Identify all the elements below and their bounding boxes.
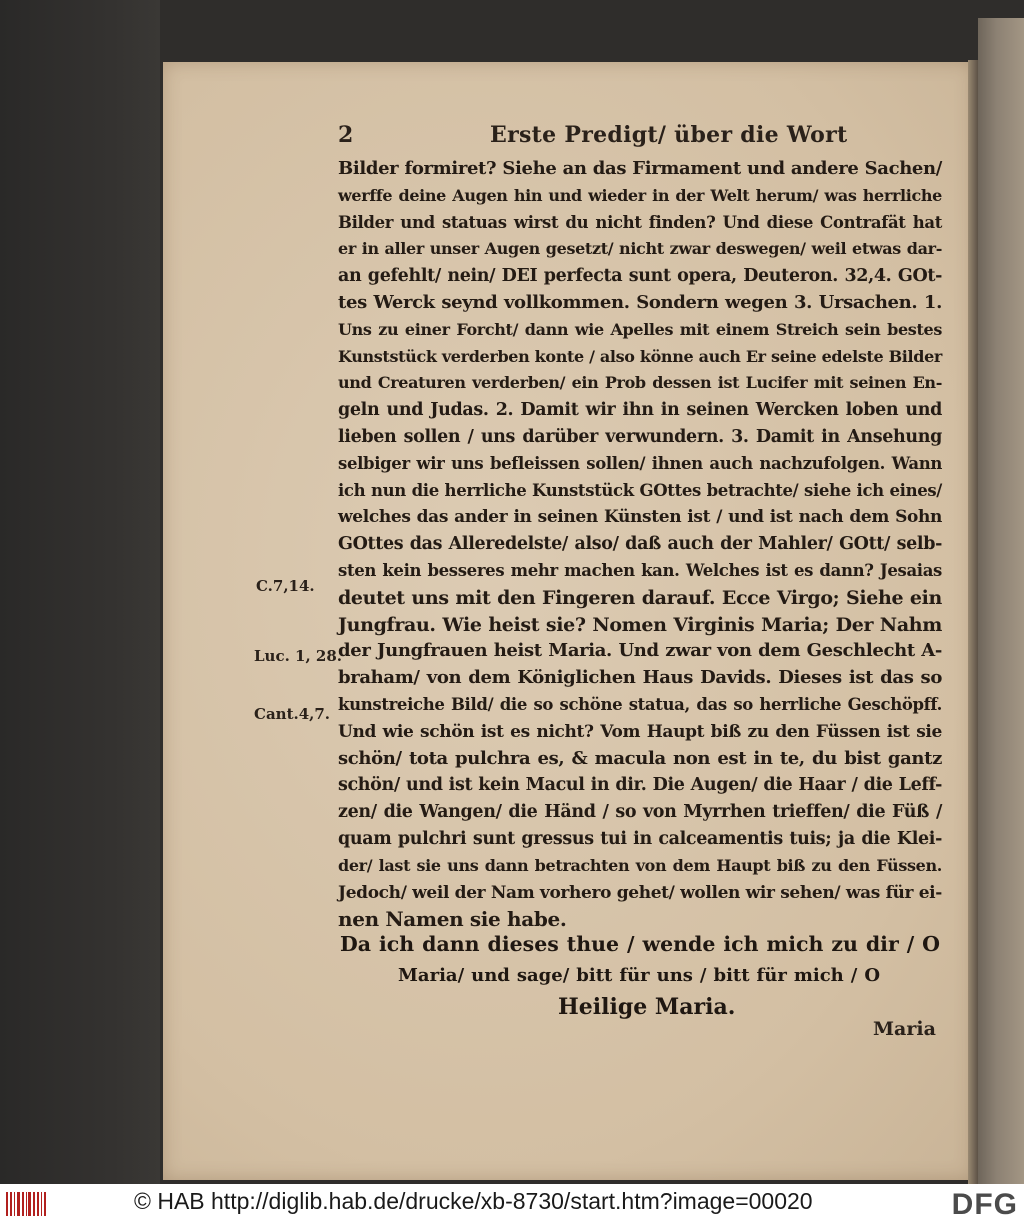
margin-note-canticles: Cant.4,7. bbox=[254, 705, 331, 723]
body-line: er in aller unser Augen gesetzt/ nicht zwar deswegen/ weil etwas dar- bbox=[338, 239, 942, 259]
next-page-edge bbox=[978, 18, 1024, 1184]
body-line: Jungfrau. Wie heist sie? Nomen Virginis Maria; Der Nahm bbox=[338, 613, 942, 636]
body-line: welches das ander in seinen Künsten ist / und ist nach dem Sohn bbox=[338, 507, 942, 528]
prayer-line-1: Da ich dann dieses thue / wende ich mich zu dir / O bbox=[340, 932, 940, 956]
page-fore-edge bbox=[968, 60, 978, 1185]
body-line: kunstreiche Bild/ die so schöne statua, das so herrliche Geschöpff. bbox=[338, 694, 942, 714]
running-title: Erste Predigt/ über die Wort bbox=[490, 122, 848, 148]
dfg-logo: DFG bbox=[951, 1188, 1018, 1221]
body-line: und Creaturen verderben/ ein Prob dessen ist Lucifer mit seinen En- bbox=[338, 373, 942, 393]
body-line: Uns zu einer Forcht/ dann wie Apelles mit einem Streich sein bestes bbox=[338, 319, 942, 339]
body-line: selbiger wir uns befleissen sollen/ ihnen auch nachzufolgen. Wann bbox=[338, 453, 942, 473]
body-line: der Jungfrauen heist Maria. Und zwar von dem Geschlecht A- bbox=[338, 640, 942, 662]
sermon-body-text bbox=[338, 156, 942, 933]
prayer-line-3: Heilige Maria. bbox=[558, 994, 736, 1020]
prayer-line-2: Maria/ und sage/ bitt für uns / bitt für mich / O bbox=[398, 965, 880, 986]
body-line: nen Namen sie habe. bbox=[338, 907, 567, 932]
body-line: zen/ die Wangen/ die Händ / so von Myrrhen trieffen/ die Füß / bbox=[338, 802, 942, 823]
body-line: der/ last sie uns dann betrachten von dem Haupt biß zu den Füssen. bbox=[338, 855, 942, 875]
margin-note-luke: Luc. 1, 28. bbox=[254, 647, 343, 665]
body-line: geln und Judas. 2. Damit wir ihn in seinen Wercken loben und bbox=[338, 400, 942, 421]
body-line: Bilder formiret? Siehe an das Firmament und andere Sachen/ bbox=[338, 158, 942, 179]
body-line: quam pulchri sunt gressus tui in calceamentis tuis; ja die Klei- bbox=[338, 828, 942, 849]
body-line: deutet uns mit den Fingeren darauf. Ecce Virgo; Siehe ein bbox=[338, 586, 942, 609]
body-line: Und wie schön ist es nicht? Vom Haupt biß zu den Füssen ist sie bbox=[338, 721, 942, 742]
body-line: Jedoch/ weil der Nam vorhero gehet/ wollen wir sehen/ was für ei- bbox=[338, 882, 942, 903]
body-line: lieben sollen / uns darüber verwundern. 3. Damit in Ansehung bbox=[338, 426, 942, 447]
body-line: braham/ von dem Königlichen Haus Davids. Dieses ist das so bbox=[338, 667, 942, 689]
scan-left-margin bbox=[0, 0, 160, 1184]
catchword: Maria bbox=[873, 1018, 936, 1040]
copyright-url-link[interactable]: © HAB http://diglib.hab.de/drucke/xb-8730/start.htm?image=00020 bbox=[134, 1188, 813, 1214]
body-line: schön/ tota pulchra es, & macula non est in te, du bist gantz bbox=[338, 747, 942, 769]
hab-barcode-logo bbox=[6, 1192, 46, 1216]
body-line: werffe deine Augen hin und wieder in der Welt herum/ was herrliche bbox=[338, 185, 942, 205]
page-number: 2 bbox=[338, 122, 354, 148]
body-line: an gefehlt/ nein/ DEI perfecta sunt opera, Deuteron. 32,4. GOt- bbox=[338, 266, 942, 287]
body-line: Bilder und statuas wirst du nicht finden? Und diese Contrafät hat bbox=[338, 212, 942, 232]
body-line: ich nun die herrliche Kunststück GOttes betrachte/ siehe ich eines/ bbox=[338, 480, 942, 500]
body-line: schön/ und ist kein Macul in dir. Die Augen/ die Haar / die Leff- bbox=[338, 775, 942, 796]
margin-note-isaiah: C.7,14. bbox=[256, 577, 315, 595]
next-page-bleed bbox=[984, 158, 1024, 1058]
body-line: tes Werck seynd vollkommen. Sondern wegen 3. Ursachen. 1. bbox=[338, 291, 942, 313]
body-line: sten kein besseres mehr machen kan. Welches ist es dann? Jesaias bbox=[338, 560, 942, 580]
body-line: GOttes das Alleredelste/ also/ daß auch der Mahler/ GOtt/ selb- bbox=[338, 534, 942, 555]
viewer-footer bbox=[0, 1184, 1024, 1223]
body-line: Kunststück verderben konte / also könne auch Er seine edelste Bilder bbox=[338, 346, 942, 366]
